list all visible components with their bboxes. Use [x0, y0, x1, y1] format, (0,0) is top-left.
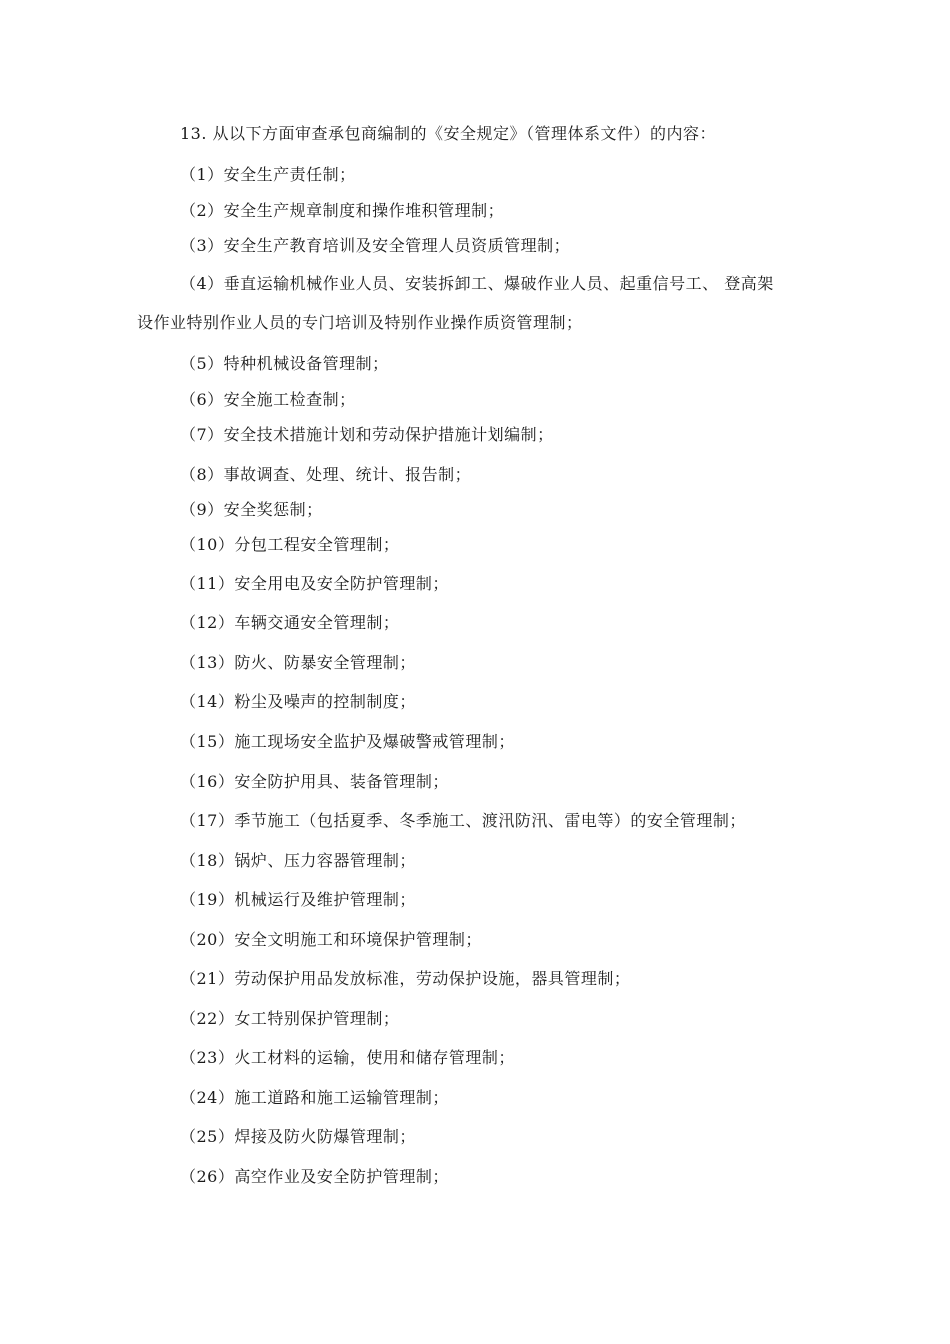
list-item: （14）粉尘及噪声的控制制度；: [180, 692, 416, 711]
list-item: （16）安全防护用具、装备管理制；: [180, 772, 449, 791]
list-item: （21）劳动保护用品发放标准，劳动保护设施，器具管理制；: [180, 969, 631, 988]
list-item-continuation: 设作业特别作业人员的专门培训及特别作业操作质资管理制；: [137, 313, 583, 332]
list-item: （5）特种机械设备管理制；: [180, 354, 389, 373]
list-item: （26）高空作业及安全防护管理制；: [180, 1167, 449, 1186]
list-item: （24）施工道路和施工运输管理制；: [180, 1088, 449, 1107]
section-heading: 13. 从以下方面审查承包商编制的《安全规定》（管理体系文件）的内容：: [180, 124, 717, 143]
list-item: （18）锅炉、压力容器管理制；: [180, 851, 416, 870]
list-item: （10）分包工程安全管理制；: [180, 535, 400, 554]
list-item: （6）安全施工检查制；: [180, 390, 356, 409]
list-item: （12）车辆交通安全管理制；: [180, 613, 400, 632]
list-item: （3）安全生产教育培训及安全管理人员资质管理制；: [180, 236, 571, 255]
list-item: （4）垂直运输机械作业人员、安装拆卸工、爆破作业人员、起重信号工、 登高架: [180, 274, 774, 293]
list-item: （23）火工材料的运输，使用和储存管理制；: [180, 1048, 515, 1067]
list-item: （22）女工特别保护管理制；: [180, 1009, 400, 1028]
list-item: （8）事故调查、处理、统计、报告制；: [180, 465, 472, 484]
list-item: （11）安全用电及安全防护管理制；: [180, 574, 449, 593]
list-item: （25）焊接及防火防爆管理制；: [180, 1127, 416, 1146]
list-item: （19）机械运行及维护管理制；: [180, 890, 416, 909]
list-item: （9）安全奖惩制；: [180, 500, 323, 519]
list-item: （7）安全技术措施计划和劳动保护措施计划编制；: [180, 425, 554, 444]
list-item: （1）安全生产责任制；: [180, 165, 356, 184]
list-item: （17）季节施工（包括夏季、冬季施工、渡汛防汛、雷电等）的安全管理制；: [180, 811, 746, 830]
list-item: （13）防火、防暴安全管理制；: [180, 653, 416, 672]
list-item: （15）施工现场安全监护及爆破警戒管理制；: [180, 732, 515, 751]
list-item: （2）安全生产规章制度和操作堆积管理制；: [180, 201, 505, 220]
list-item: （20）安全文明施工和环境保护管理制；: [180, 930, 482, 949]
